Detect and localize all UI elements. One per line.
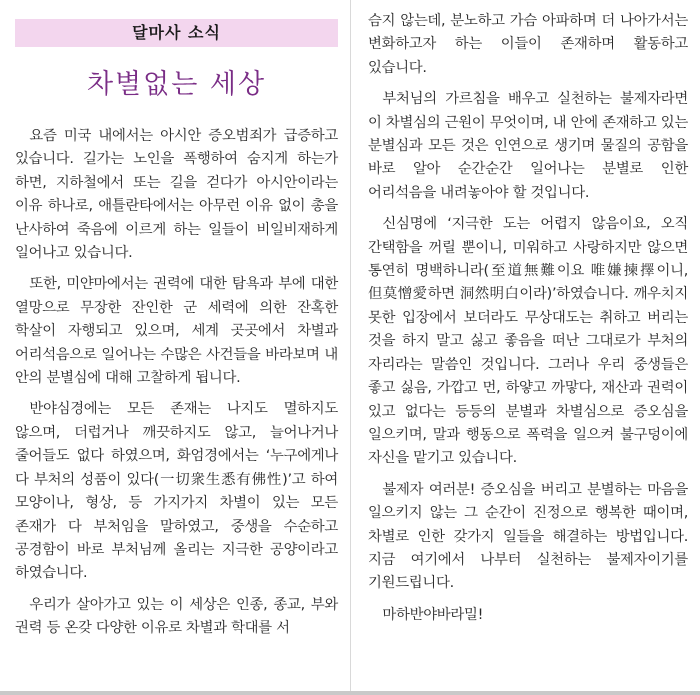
- left-column: [15, 0, 338, 649]
- paragraph-2: 또한, 미얀마에서는 권력에 대한 탐욕과 부에 대한 열망으로 무장한 잔인한 군 세력에 의한 잔혹한 학살이 자행되고 있으며, 세계 곳곳에서 차별과 어리석음으로 일어나는 수많은 사건들을 바라보며 내 안의 분별심에 대해 고찰하게 됩니다.: [15, 276, 338, 387]
- closing-line: 마하반야바라밀!: [382, 606, 484, 623]
- column-divider: [350, 0, 351, 695]
- article-headline: 차별없는 세상: [86, 69, 267, 100]
- paragraph-1: 요즘 미국 내에서는 아시안 증오범죄가 급증하고 있습니다. 길가는 노인을 폭행하여 숨지게 하는가 하면, 지하철에서 또는 길을 걷다가 아시안이라는 이유 하나로, 애틀란타에서는 아무런 이유 없이 총을 난사하여 죽음에 이르게 하는 일들이 비일비재하게 일어나고 있습니다.: [15, 128, 338, 262]
- paragraph-4: 우리가 살아가고 있는 이 세상은 인종, 종교, 부와 권력 등 온갖 다양한 이유로 차별과 학대를 서: [15, 596, 338, 637]
- paragraph-7: 불제자 여러분! 증오심을 버리고 분별하는 마음을 일으키지 않는 그 순간이 진정으로 행복한 때이며, 차별로 인한 갖가지 일들을 해결하는 방법입니다. 지금 여기에서 나부터 실천하는 불제자이기를 기원드립니다.: [368, 481, 688, 592]
- paragraph-6: 신심명에 ‘지극한 도는 어렵지 않음이요, 오직 간택함을 꺼릴 뿐이니, 미워하고 사랑하지만 않으면 통연히 명백하니라(至道無難이요 唯嫌揀擇이니, 但莫憎愛하면 洞然明白이라)’하였습니다. 깨우치지 못한 입장에서 보더라도 무상대도는 취하고 버리는 것을 하지 말고 싫고 좋음을 떠난 그대로가 부처의 자리라는 말씀인 것입니다. 그러나 우리 중생들은 좋고 싫음, 가깝고 먼, 하얗고 까맣다, 재산과 권력이 있고 없다는 등등의 분별과 차별심으로 증오심을 일으키며, 말과 행동으로 폭력을 일으켜 불구덩이에 자신을 맡기고 있습니다.: [368, 216, 688, 467]
- bottom-rule: [0, 691, 700, 695]
- paragraph-4-continued: 슴지 않는데, 분노하고 가슴 아파하며 더 나아가서는 변화하고자 하는 이들이 존재하며 활동하고 있습니다.: [368, 13, 688, 76]
- section-label: 달마사 소식: [15, 19, 338, 47]
- left-body: [15, 125, 338, 641]
- paragraph-3: 반야심경에는 모든 존재는 나지도 멸하지도 않으며, 더럽거나 깨끗하지도 않고, 늘어나거나 줄어들도 없다 하였으며, 화엄경에서는 ‘누구에게나 다 부처의 성품이 있다(一切衆生悉有佛性)’고 하여 모양이나, 형상, 등 가지가지 차별이 있는 모든 존재가 다 부처임을 말하였고, 중생을 수순하고 공경함이 바로 부처님께 올리는 지극한 공양이라고 하였습니다.: [15, 401, 338, 582]
- right-column: [368, 0, 688, 635]
- paragraph-5: 부처님의 가르침을 배우고 실천하는 불제자라면 이 차별심의 근원이 무엇이며, 내 안에 존재하고 있는 분별심과 모든 것은 인연으로 생기며 물질의 공함을 바로 알아 순간순간 일어나는 분별로 인한 어리석음을 내려놓아야 할 것입니다.: [368, 91, 688, 201]
